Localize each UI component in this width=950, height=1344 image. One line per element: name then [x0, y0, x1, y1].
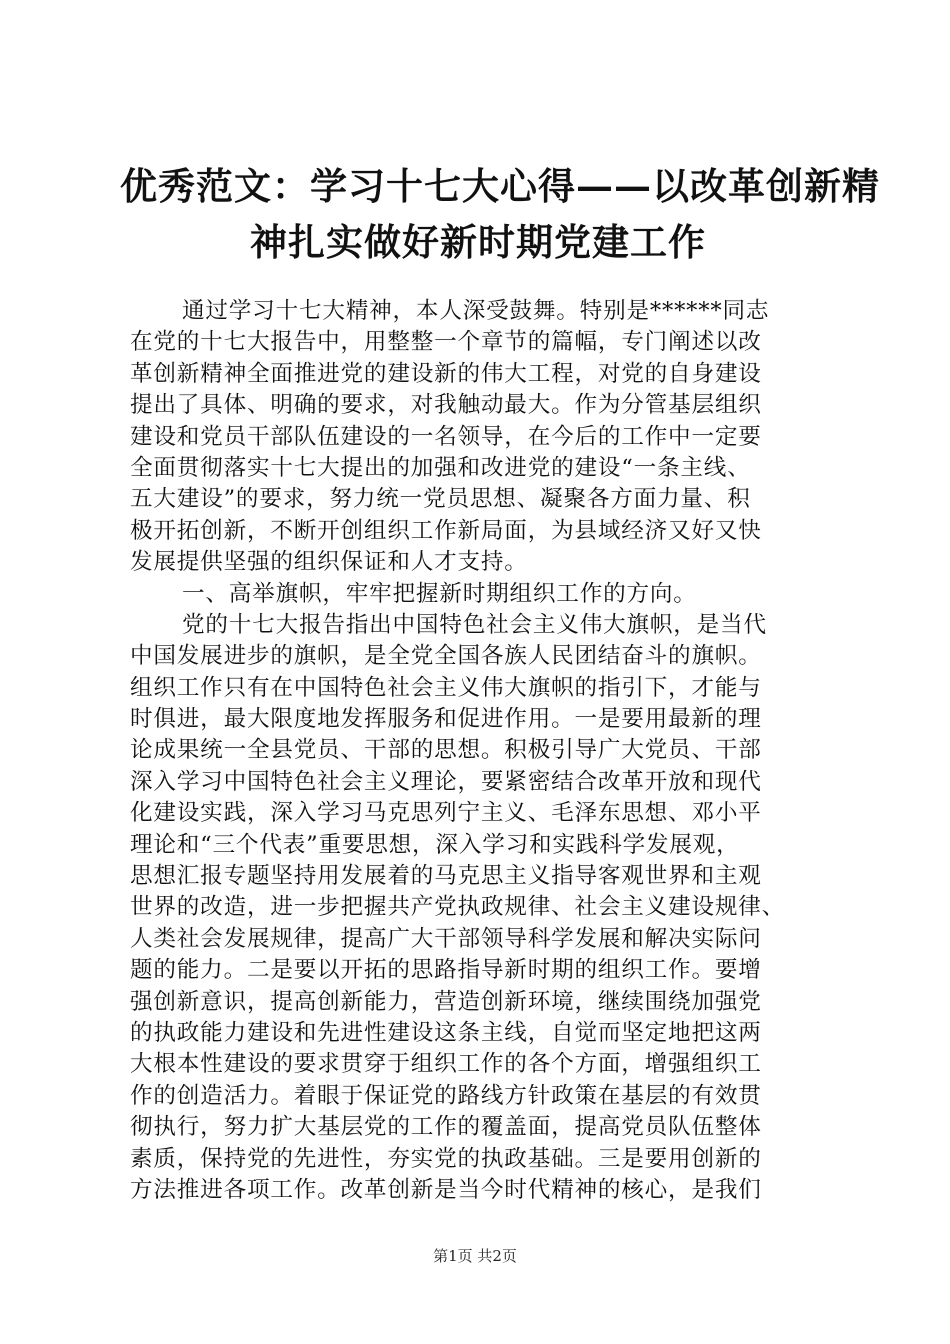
body-line: 思想汇报专题坚持用发展着的马克思主义指导客观世界和主观 [130, 863, 762, 890]
body-line: 党的十七大报告指出中国特色社会主义伟大旗帜，是当代 [182, 611, 767, 638]
body-line: 化建设实践，深入学习马克思列宁主义、毛泽东思想、邓小平 [130, 800, 762, 827]
body-line: 彻执行，努力扩大基层党的工作的覆盖面，提高党员队伍整体 [130, 1114, 762, 1141]
section-heading: 一、高举旗帜，牢牢把握新时期组织工作的方向。 [182, 580, 697, 607]
body-line: 理论和“三个代表”重要思想，深入学习和实践科学发展观， [130, 831, 740, 858]
body-line: 强创新意识，提高创新能力，营造创新环境，继续围绕加强党 [130, 988, 762, 1015]
body-line: 题的能力。二是要以开拓的思路指导新时期的组织工作。要增 [130, 957, 762, 984]
body-line: 方法推进各项工作。改革创新是当今时代精神的核心，是我们 [130, 1176, 762, 1203]
body-line: 五大建设”的要求，努力统一党员思想、凝聚各方面力量、积 [130, 486, 751, 513]
body-line: 通过学习十七大精神，本人深受鼓舞。特别是******同志 [182, 298, 770, 324]
document-title-line-2: 神扎实做好新时期党建工作 [250, 220, 706, 264]
body-line: 全面贯彻落实十七大提出的加强和改进党的建设“一条主线、 [130, 454, 751, 481]
body-line: 提出了具体、明确的要求，对我触动最大。作为分管基层组织 [130, 392, 762, 419]
body-line: 在党的十七大报告中，用整整一个章节的篇幅，专门阐述以改 [130, 329, 762, 356]
document-body [130, 296, 835, 1206]
body-line: 发展提供坚强的组织保证和人才支持。 [130, 549, 528, 576]
body-line: 论成果统一全县党员、干部的思想。积极引导广大党员、干部 [130, 737, 762, 764]
body-line: 深入学习中国特色社会主义理论，要紧密结合改革开放和现代 [130, 768, 762, 795]
body-line: 中国发展进步的旗帜，是全党全国各族人民团结奋斗的旗帜。 [130, 643, 762, 670]
body-line: 建设和党员干部队伍建设的一名领导，在今后的工作中一定要 [130, 423, 762, 450]
page-footer: 第1页 共2页 [433, 1247, 517, 1265]
body-line: 极开拓创新，不断开创组织工作新局面，为县域经济又好又快 [130, 517, 762, 544]
body-line: 世界的改造，进一步把握共产党执政规律、社会主义建设规律、 [130, 894, 786, 921]
body-line: 革创新精神全面推进党的建设新的伟大工程，对党的自身建设 [130, 360, 762, 387]
body-line: 的执政能力建设和先进性建设这条主线，自觉而坚定地把这两 [130, 1019, 762, 1046]
body-line: 作的创造活力。着眼于保证党的路线方针政策在基层的有效贯 [130, 1082, 762, 1109]
body-line: 时俱进，最大限度地发挥服务和促进作用。一是要用最新的理 [130, 706, 762, 733]
body-line: 大根本性建设的要求贯穿于组织工作的各个方面，增强组织工 [130, 1051, 762, 1078]
body-line: 组织工作只有在中国特色社会主义伟大旗帜的指引下，才能与 [130, 674, 762, 701]
body-line: 素质，保持党的先进性，夯实党的执政基础。三是要用创新的 [130, 1145, 762, 1172]
body-line: 人类社会发展规律，提高广大干部领导科学发展和解决实际问 [130, 925, 762, 952]
document-title-line-1: 优秀范文：学习十七大心得——以改革创新精 [120, 164, 880, 208]
